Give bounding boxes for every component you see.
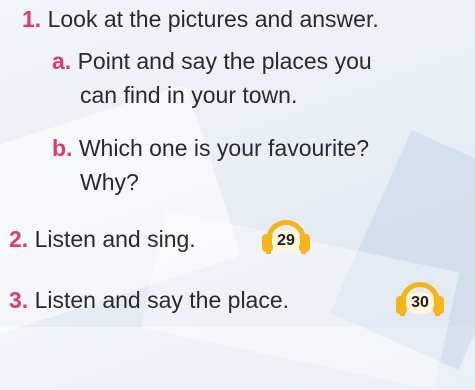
exercise-2-text: Listen and sing. (34, 226, 196, 252)
exercise-1a-letter: a. (52, 48, 72, 74)
exercise-1 (22, 5, 379, 33)
exercise-3-number: 3. (9, 287, 29, 313)
exercise-1b-line2-row (80, 168, 139, 196)
exercise-1a-line1: Point and say the places you (77, 48, 372, 74)
exercise-1b-line1: Which one is your favourite? (78, 135, 370, 161)
audio-track-number: 30 (406, 292, 434, 314)
exercise-1b-letter: b. (52, 135, 73, 161)
headphones-right-cup (299, 234, 310, 252)
audio-badge-29[interactable] (262, 218, 310, 258)
exercise-1b (52, 134, 369, 162)
exercise-2-number: 2. (9, 226, 29, 252)
exercise-1a (52, 47, 372, 75)
exercise-1a-line2-row (80, 81, 297, 109)
exercise-1a-line2: can find in your town. (80, 82, 298, 108)
exercise-2 (9, 225, 196, 253)
headphones-right-cup (433, 296, 444, 314)
exercise-1-text: Look at the pictures and answer. (47, 6, 379, 32)
exercise-3-text: Listen and say the place. (34, 287, 290, 313)
exercise-3 (9, 286, 289, 314)
exercise-1b-line2: Why? (80, 169, 139, 195)
audio-badge-30[interactable] (396, 280, 444, 320)
audio-track-number: 29 (272, 230, 300, 252)
exercise-1-number: 1. (22, 6, 42, 32)
